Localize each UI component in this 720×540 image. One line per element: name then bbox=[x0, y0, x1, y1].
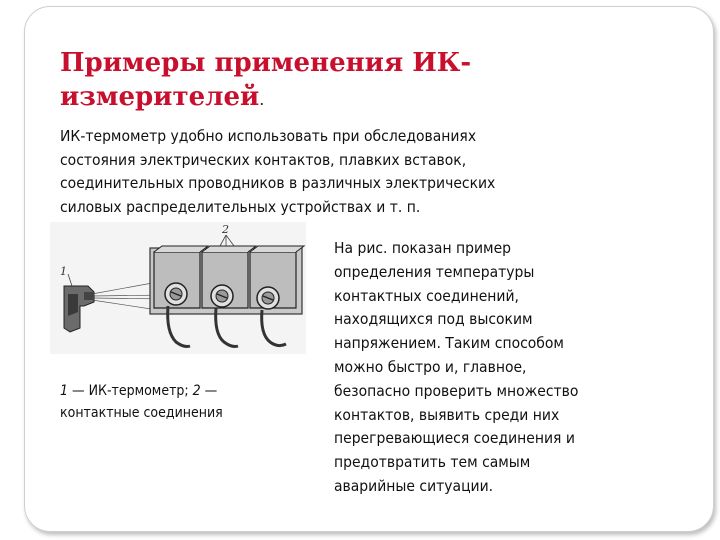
contact-block bbox=[250, 246, 304, 346]
figure-label-1: 1 bbox=[60, 265, 67, 278]
ir-thermometer-icon bbox=[64, 286, 94, 332]
caption-text-2: — bbox=[200, 383, 218, 399]
contacts-illustration bbox=[50, 222, 306, 354]
desc-line: напряжением. Таким способом bbox=[334, 334, 564, 353]
caption-num-2: 2 bbox=[192, 383, 201, 399]
desc-line: предотвратить тем самым bbox=[334, 453, 531, 472]
desc-line: определения температуры bbox=[334, 262, 535, 281]
desc-line: контактов, выявить среди них bbox=[334, 405, 560, 424]
title-line-1: Примеры применения ИК- bbox=[60, 48, 472, 78]
desc-line: безопасно проверить множество bbox=[334, 381, 579, 400]
figure-label-2: 2 bbox=[222, 223, 229, 236]
caption-line-2: контактные соединения bbox=[60, 405, 223, 421]
desc-line: перегревающиеся соединения и bbox=[334, 429, 575, 448]
contact-block bbox=[154, 246, 208, 347]
intro-paragraph bbox=[60, 125, 620, 219]
contacts-drawing bbox=[50, 222, 306, 354]
title-line-2-text: измерителей bbox=[60, 82, 260, 112]
contact-block bbox=[202, 246, 256, 347]
title-line-2 bbox=[60, 80, 540, 117]
caption-line-1 bbox=[60, 380, 300, 402]
desc-line: можно быстро и, главное, bbox=[334, 357, 527, 376]
slide-title bbox=[60, 46, 540, 117]
figure-caption bbox=[60, 380, 300, 424]
desc-line: находящихся под высоким bbox=[334, 310, 533, 329]
intro-line: соединительных проводников в различных электрических bbox=[60, 174, 496, 192]
desc-line: На рис. показан пример bbox=[334, 239, 512, 257]
desc-line: контактных соединений, bbox=[334, 286, 519, 305]
description-paragraph bbox=[334, 237, 654, 499]
intro-line: ИК-термометр удобно использовать при обследованиях bbox=[60, 127, 477, 145]
intro-line: силовых распределительных устройствах и т. п. bbox=[60, 197, 421, 216]
caption-num-1: 1 bbox=[60, 383, 69, 399]
caption-text-1: — ИК-термометр; bbox=[68, 383, 193, 399]
intro-line: состояния электрических контактов, плавких вставок, bbox=[60, 150, 467, 169]
title-dot: . bbox=[259, 90, 265, 109]
desc-line: аварийные ситуации. bbox=[334, 476, 494, 495]
